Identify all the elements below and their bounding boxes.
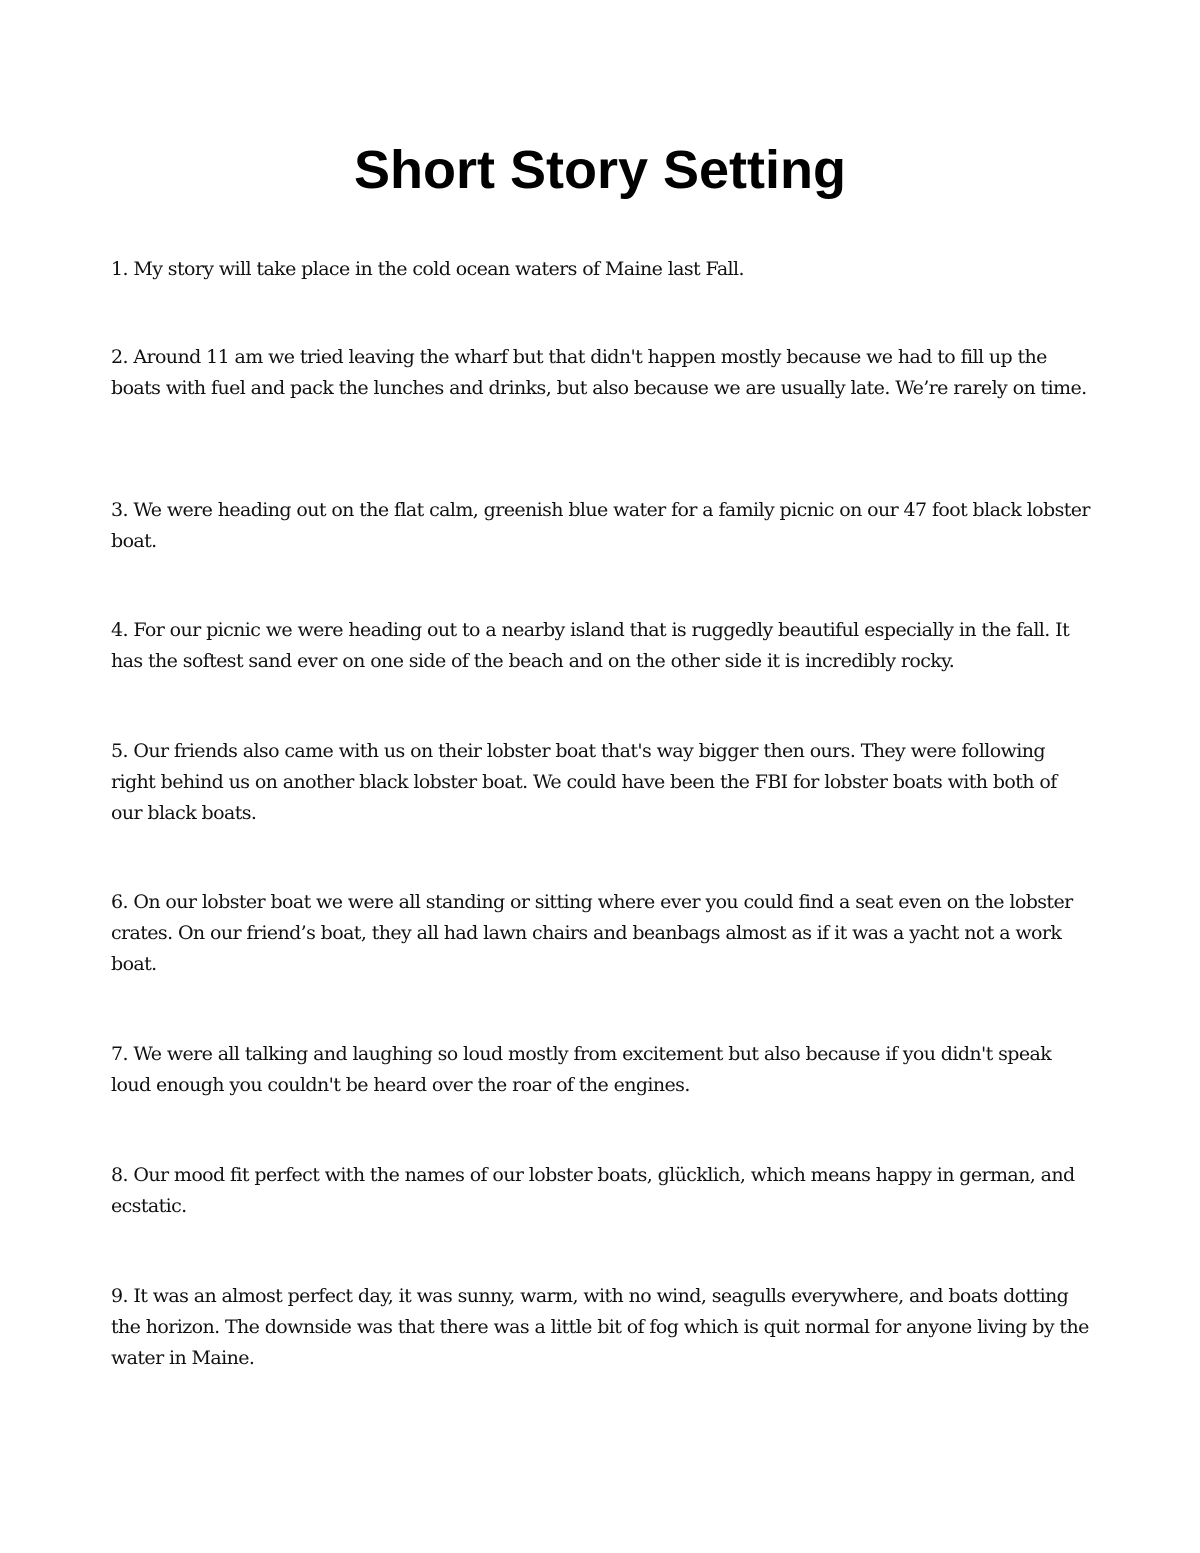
setting-paragraph-9: 9. It was an almost perfect day, it was sunny, warm, with no wind, seagulls everywhere, and boats dotting the horizon. The downside was that there was a little bit of fog which is quit normal for anyone living by the water in Maine. [111, 1285, 1089, 1369]
setting-paragraph-8: 8. Our mood fit perfect with the names of our lobster boats, glücklich, which means happy in german, and ecstatic. [111, 1164, 1075, 1217]
setting-paragraph-7: 7. We were all talking and laughing so loud mostly from excitement but also because if you didn't speak loud enough you couldn't be heard over the roar of the engines. [111, 1043, 1052, 1096]
setting-paragraph-6: 6. On our lobster boat we were all standing or sitting where ever you could find a seat even on the lobster crates. On our friend’s boat, they all had lawn chairs and beanbags almost as if it was a yacht not a work boat. [111, 891, 1073, 975]
setting-paragraph-3: 3. We were heading out on the flat calm, greenish blue water for a family picnic on our 47 foot black lobster boat. [111, 499, 1090, 552]
setting-paragraph-1: 1. My story will take place in the cold ocean waters of Maine last Fall. [111, 258, 744, 280]
setting-paragraph-4: 4. For our picnic we were heading out to a nearby island that is ruggedly beautiful especially in the fall. It has the softest sand ever on one side of the beach and on the other side it is incredibly rocky. [111, 619, 1070, 672]
setting-paragraph-5: 5. Our friends also came with us on their lobster boat that's way bigger then ours. They were following right behind us on another black lobster boat. We could have been the FBI for lobster boats with both of our black boats. [111, 740, 1057, 824]
setting-paragraph-2: 2. Around 11 am we tried leaving the wharf but that didn't happen mostly because we had to fill up the boats with fuel and pack the lunches and drinks, but also because we are usually late. We’re rarely on time. [111, 346, 1087, 399]
page-title: Short Story Setting [353, 140, 846, 200]
